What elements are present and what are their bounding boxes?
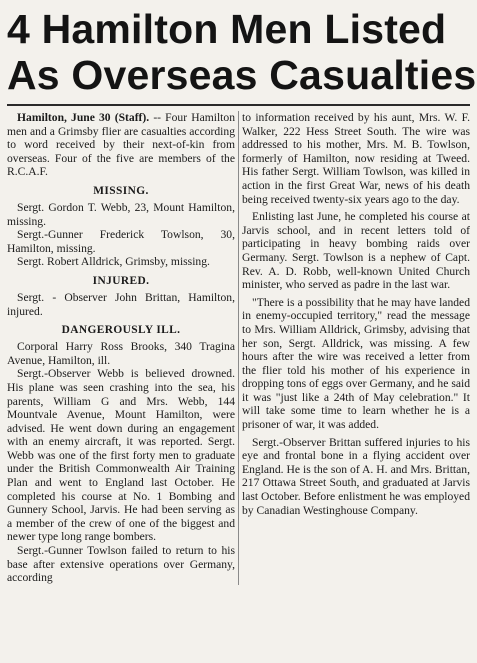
towlson-paragraph-start: Sergt.-Gunner Towlson failed to return to his base after extensive operations over Germany, according [7, 544, 235, 585]
injured-item-1: Sergt. - Observer John Brittan, Hamilton, injured. [7, 290, 235, 318]
subhead-missing: MISSING. [93, 184, 149, 197]
enlisting-paragraph: Enlisting last June, he completed his course at Jarvis school, and in recent letters told of participating in heavy bombing raids over Germany. Sergt. Towlson is a nephew of Capt. Rev. A. D. Robb, well-known United Church minister, who served as padre in the last war. [242, 210, 470, 292]
missing-item-2: Sergt.-Gunner Frederick Towlson, 30, Hamilton, missing. [7, 228, 235, 255]
subhead-injured: INJURED. [92, 274, 150, 287]
missing-item-1: Sergt. Gordon T. Webb, 23, Mount Hamilton, missing. [7, 200, 235, 228]
danger-item-1: Corporal Harry Ross Brooks, 340 Tragina Avenue, Hamilton, ill. [7, 340, 235, 367]
column-divider [238, 111, 239, 585]
headline-rule [7, 104, 470, 106]
column-left [7, 111, 235, 585]
subhead-dangerously-ill: DANGEROUSLY ILL. [61, 324, 181, 337]
towlson-paragraph-continued: to information received by his aunt, Mrs. W. F. Walker, 222 Hess Street South. The wire was addressed to his mother, Mrs. M. B. Towlson, formerly of Hamilton, now residing at Tweed. His father Sergt. William Towlson, was killed in action in the first Great War, news of his death being received twenty-six years ago to the day. [242, 111, 470, 206]
intro-text: -- Four Hamilton men and a Grimsby flier are casualties according to word received by their next-of-kin from overseas. Four of the five are members of the R.C.A.F. [7, 111, 235, 179]
webb-paragraph: Sergt.-Observer Webb is believed drowned. His plane was seen crashing into the sea, his parents, William G and Mrs. Webb, 144 Mountvale Avenue, Mount Hamilton, were advised. He went down during an engagement with an enemy aircraft, it was reported. Sergt. Webb was one of the first forty men to graduate under the British Commonwealth Air Training Plan and went to England last October. He completed his course at No. 1 Bombing and Gunnery School, Jarvis. He had been serving as a member of the crew of one of the biggest and newer type long range bombers. [7, 367, 235, 544]
missing-item-3: Sergt. Robert Alldrick, Grimsby, missing. [17, 255, 210, 269]
article-columns [7, 111, 470, 585]
headline-line-1: 4 Hamilton Men Listed [7, 6, 447, 52]
brittan-paragraph: Sergt.-Observer Brittan suffered injuries to his eye and frontal bone in a flying accident over England. He is the son of A. H. and Mrs. Brittan, 217 Ottawa Street South, and graduated at Jarvis last October. Before enlistment he was employed by Canadian Westinghouse Company. [242, 435, 470, 517]
column-right [242, 111, 470, 585]
intro-paragraph [7, 111, 235, 179]
headline-line-2: As Overseas Casualties [7, 52, 477, 98]
headline [7, 6, 477, 98]
dateline: Hamilton, June 30 (Staff). [17, 111, 150, 124]
alldrick-paragraph: "There is a possibility that he may have landed in enemy-occupied territory," read the message to Mrs. William Alldrick, Grimsby, advising that her son, Sergt. Alldrick, was missing. A few hours after the wire was received a letter from the flier told his mother of his experience in dropping tons of eggs over Germany, and he said it was "just like a 24th of May celebration." It will take some time to learn whether he is a prisoner of war, it was added. [242, 295, 470, 432]
